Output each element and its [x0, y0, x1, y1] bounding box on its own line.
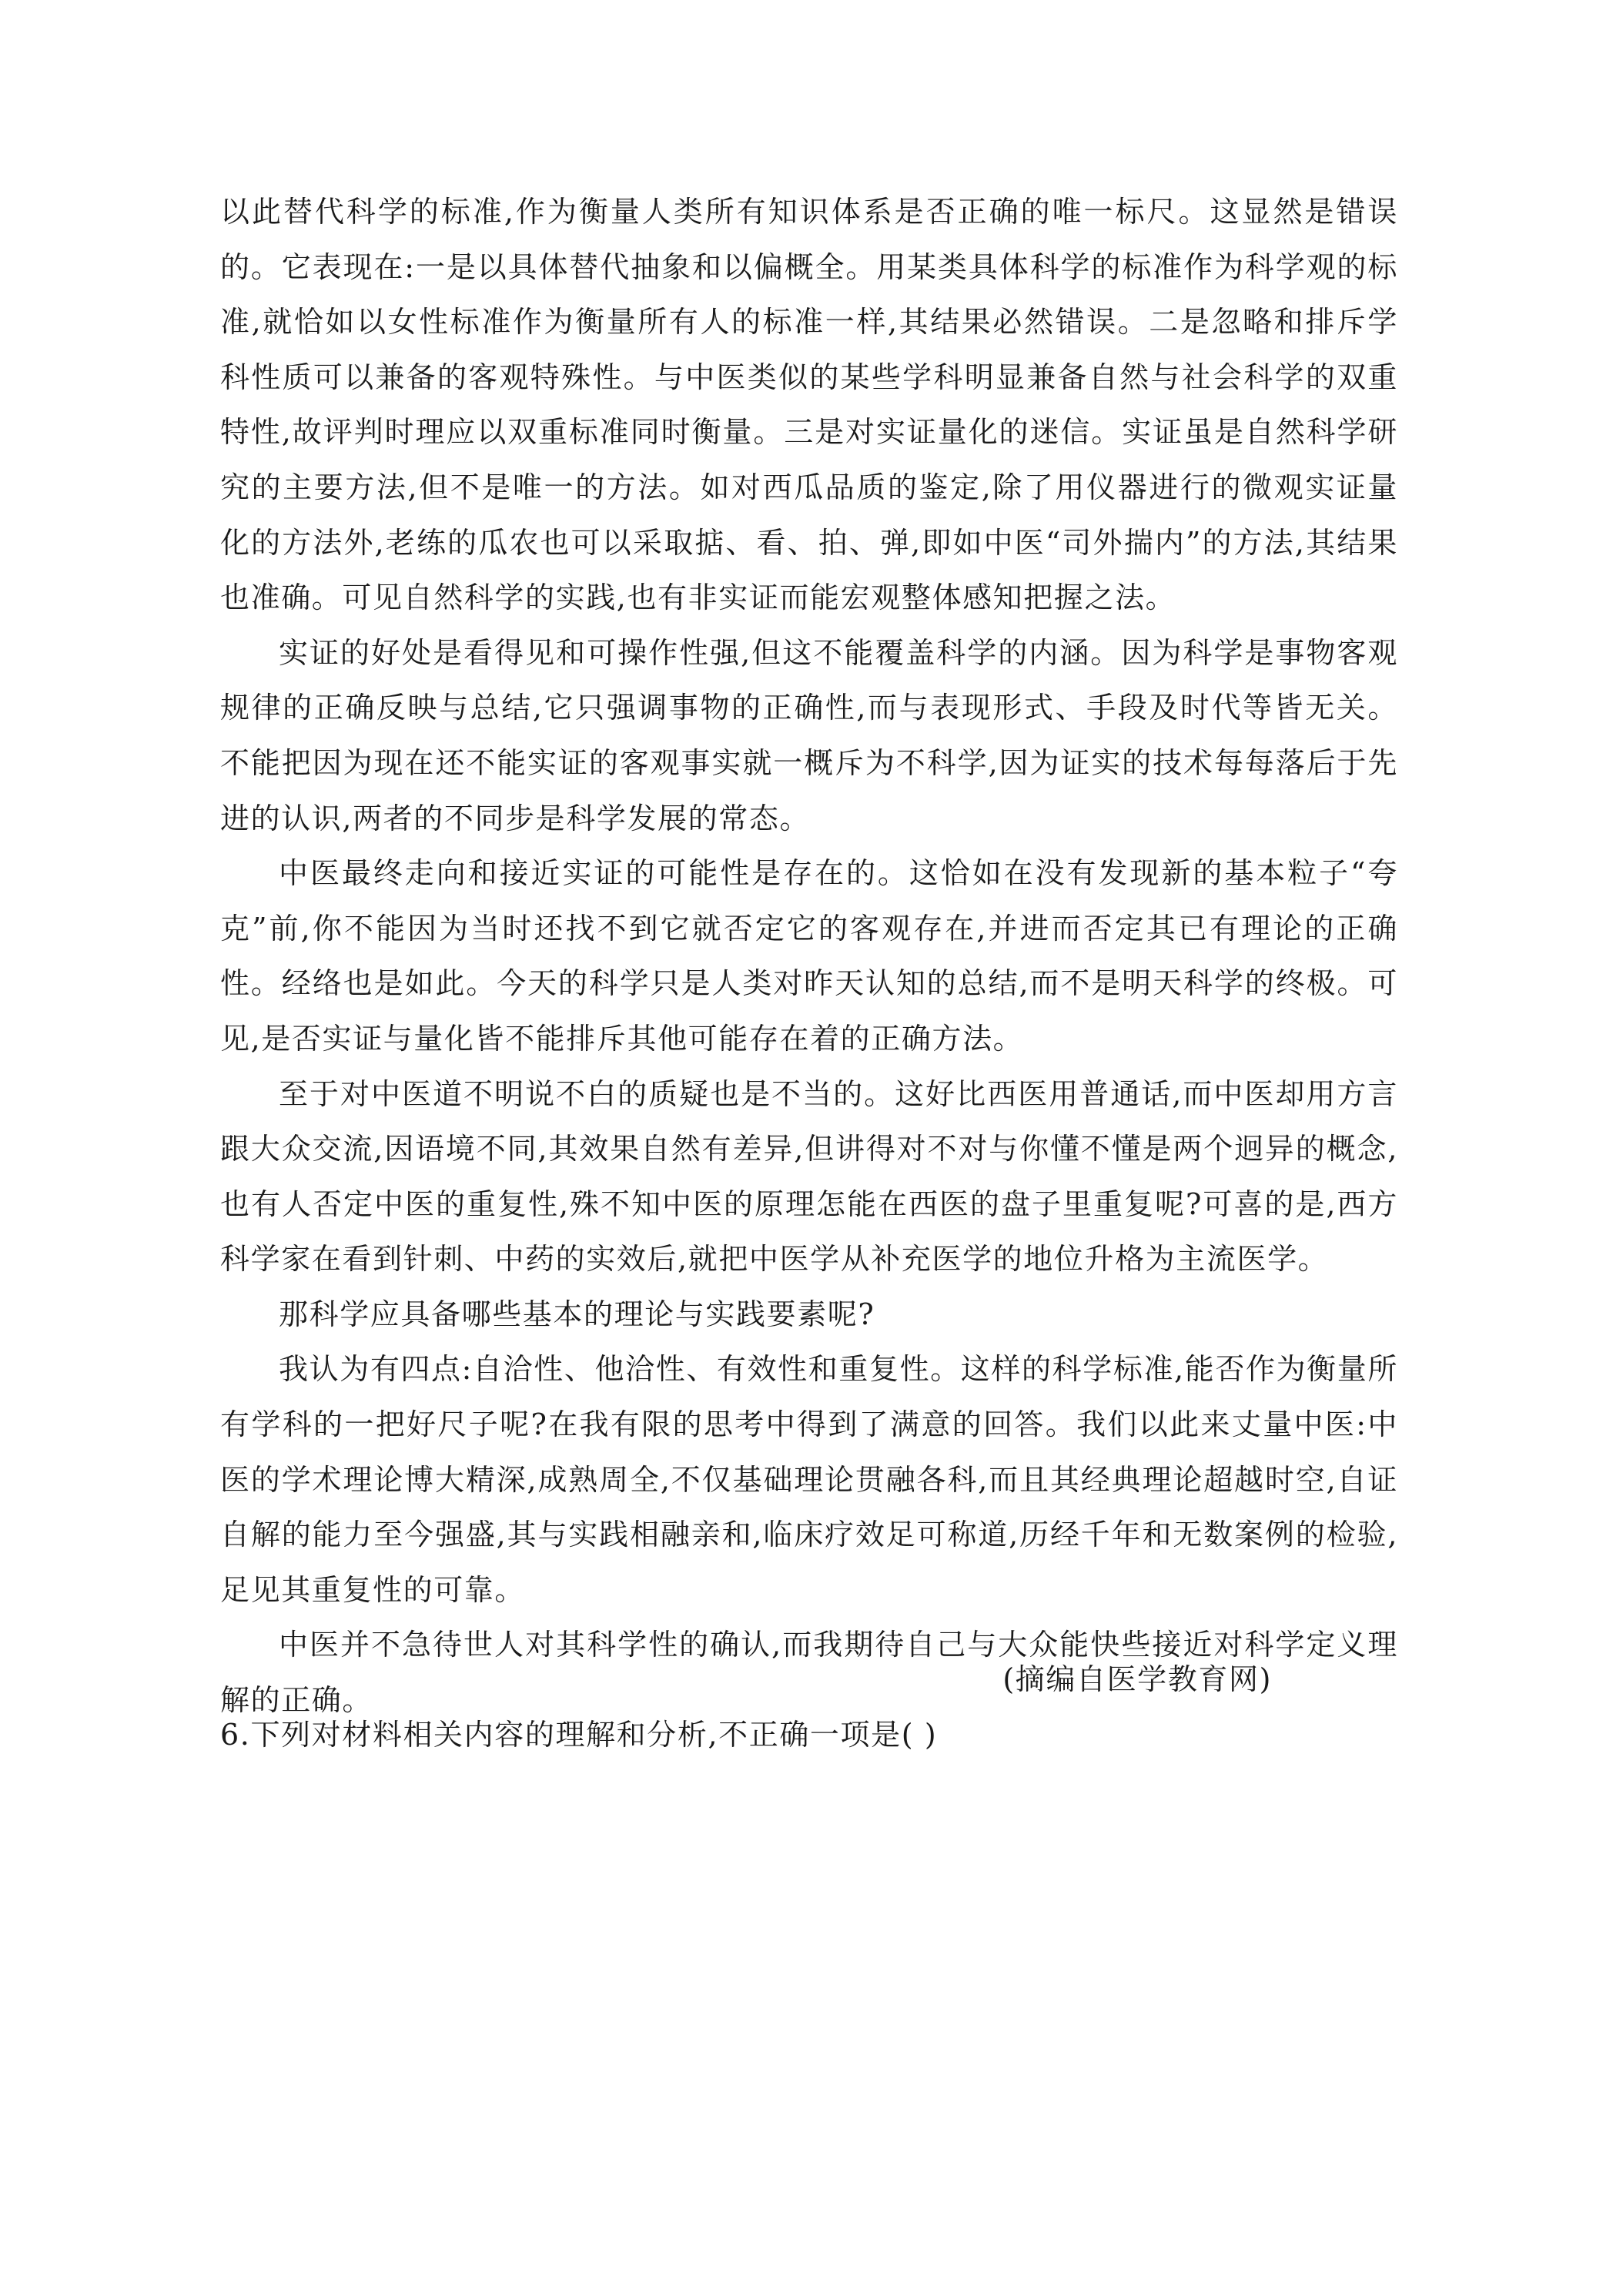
paragraph-6: 我认为有四点:自洽性、他洽性、有效性和重复性。这样的科学标准,能否作为衡量所有学科的一把好尺子呢?在我有限的思考中得到了满意的回答。我们以此来丈量中医:中医的学术理论博大精深,成熟周全,不仅基础理论贯融各科,而且其经典理论超越时空,自证自解的能力至今强盛,其与实践相融亲和,临床疗效足可称道,历经千年和无数案例的检验,足见其重复性的可靠。 — [220, 1352, 1398, 1607]
article-body — [220, 185, 1398, 1729]
paragraph-1: 以此替代科学的标准,作为衡量人类所有知识体系是否正确的唯一标尺。这显然是错误的。它表现在:一是以具体替代抽象和以偏概全。用某类具体科学的标准作为科学观的标准,就恰如以女性标准作为衡量所有人的标准一样,其结果必然错误。二是忽略和排斥学科性质可以兼备的客观特殊性。与中医类似的某些学科明显兼备自然与社会科学的双重特性,故评判时理应以双重标准同时衡量。三是对实证量化的迷信。实证虽是自然科学研究的主要方法,但不是唯一的方法。如对西瓜品质的鉴定,除了用仪器进行的微观实证量化的方法外,老练的瓜农也可以采取掂、看、拍、弹,即如中医“司外揣内”的方法,其结果也准确。可见自然科学的实践,也有非实证而能宏观整体感知把握之法。 — [220, 195, 1398, 615]
source-citation: (摘编自医学教育网) — [1002, 1662, 1272, 1696]
paragraph-7: 中医并不急待世人对其科学性的确认,而我期待自己与大众能快些接近对科学定义理解的正确。 — [220, 1628, 1398, 1718]
paragraph-5: 那科学应具备哪些基本的理论与实践要素呢? — [279, 1297, 875, 1331]
paragraph-2: 实证的好处是看得见和可操作性强,但这不能覆盖科学的内涵。因为科学是事物客观规律的正确反映与总结,它只强调事物的正确性,而与表现形式、手段及时代等皆无关。不能把因为现在还不能实证的客观事实就一概斥为不科学,因为证实的技术每每落后于先进的认识,两者的不同步是科学发展的常态。 — [220, 635, 1398, 835]
paragraph-3: 中医最终走向和接近实证的可能性是存在的。这恰如在没有发现新的基本粒子“夸克”前,你不能因为当时还找不到它就否定它的客观存在,并进而否定其已有理论的正确性。经络也是如此。今天的科学只是人类对昨天认知的总结,而不是明天科学的终极。可见,是否实证与量化皆不能排斥其他可能存在着的正确方法。 — [220, 856, 1398, 1056]
question-6: 6.下列对材料相关内容的理解和分析,不正确一项是( ) — [220, 1718, 938, 1752]
paragraph-4: 至于对中医道不明说不白的质疑也是不当的。这好比西医用普通话,而中医却用方言跟大众交流,因语境不同,其效果自然有差异,但讲得对不对与你懂不懂是两个迥异的概念,也有人否定中医的重复性,殊不知中医的原理怎能在西医的盘子里重复呢?可喜的是,西方科学家在看到针刺、中药的实效后,就把中医学从补充医学的地位升格为主流医学。 — [220, 1076, 1398, 1277]
